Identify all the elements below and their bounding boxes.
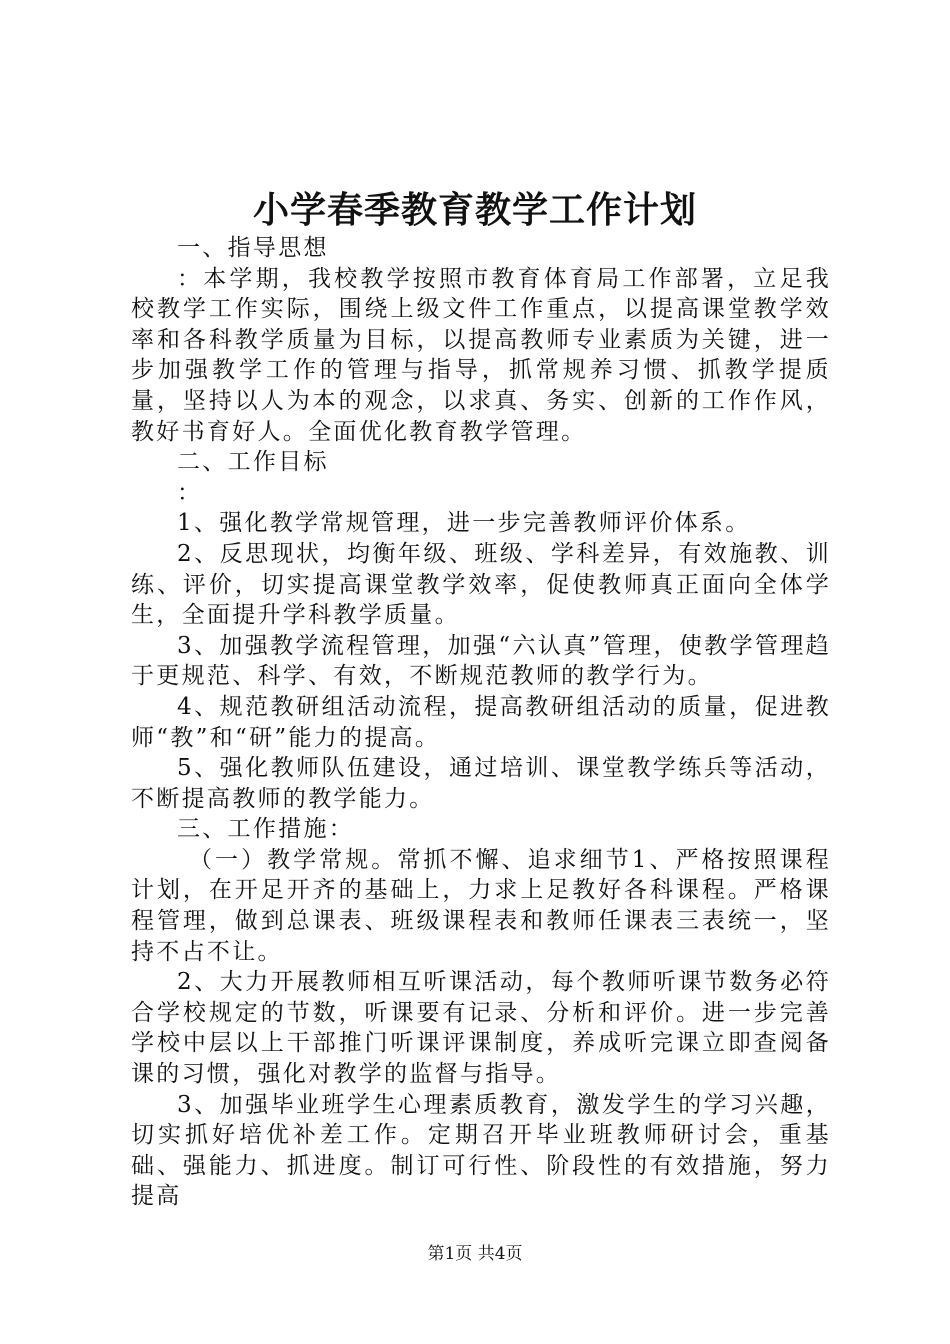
- paragraph: 一、指导思想: [177, 235, 329, 261]
- paragraph: 5、强化教师队伍建设，通过培训、课堂教学练兵等活动，不断提高教师的教学能力。: [131, 755, 831, 812]
- paragraph: 2、大力开展教师相互听课活动，每个教师听课节数务必符合学校规定的节数，听课要有记录、分析和评价。进一步完善学校中层以上干部推门听课评课制度，养成听完课立即查阅备课的习惯，强化对教学的监督与指导。: [131, 969, 831, 1088]
- paragraph: （一）教学常规。常抓不懈、追求细节1、严格按照课程计划，在开足开齐的基础上，力求上足教好各科课程。严格课程管理，做到总课表、班级课程表和教师任课表三表统一，坚持不占不让。: [131, 846, 831, 965]
- paragraph: ：本学期，我校教学按照市教育体育局工作部署，立足我校教学工作实际，围绕上级文件工作重点，以提高课堂教学效率和各科教学质量为目标，以提高教师专业素质为关键，进一步加强教学工作的管理与指导，抓常规养习惯、抓教学提质量，坚持以人为本的观念，以求真、务实、创新的工作作风，教好书育好人。全面优化教育教学管理。: [131, 265, 831, 445]
- paragraph: 4、规范教研组活动流程，提高教研组活动的质量，促进教师“教”和“研”能力的提高。: [131, 693, 831, 751]
- paragraph: ：: [177, 479, 203, 506]
- document-body: [131, 233, 831, 1212]
- paragraph: 1、强化教学常规管理，进一步完善教师评价体系。: [177, 510, 751, 537]
- page-number-footer: 第1页 共4页: [427, 1244, 523, 1264]
- paragraph: 3、加强教学流程管理，加强“六认真”管理，使教学管理趋于更规范、科学、有效，不断规范教师的教学行为。: [131, 632, 831, 690]
- paragraph: 3、加强毕业班学生心理素质教育，激发学生的学习兴趣，切实抓好培优补差工作。定期召开毕业班教师研讨会，重基础、强能力、抓进度。制订可行性、阶段性的有效措施，努力提高: [131, 1091, 831, 1210]
- paragraph: 二、工作目标: [177, 449, 329, 476]
- document-title: 小学春季教育教学工作计划: [252, 189, 697, 231]
- paragraph: 三、工作措施：: [177, 816, 355, 843]
- paragraph: 2、反思现状，均衡年级、班级、学科差异，有效施教、训练、评价，切实提高课堂教学效率，促使教师真正面向全体学生，全面提升学科教学质量。: [131, 540, 831, 629]
